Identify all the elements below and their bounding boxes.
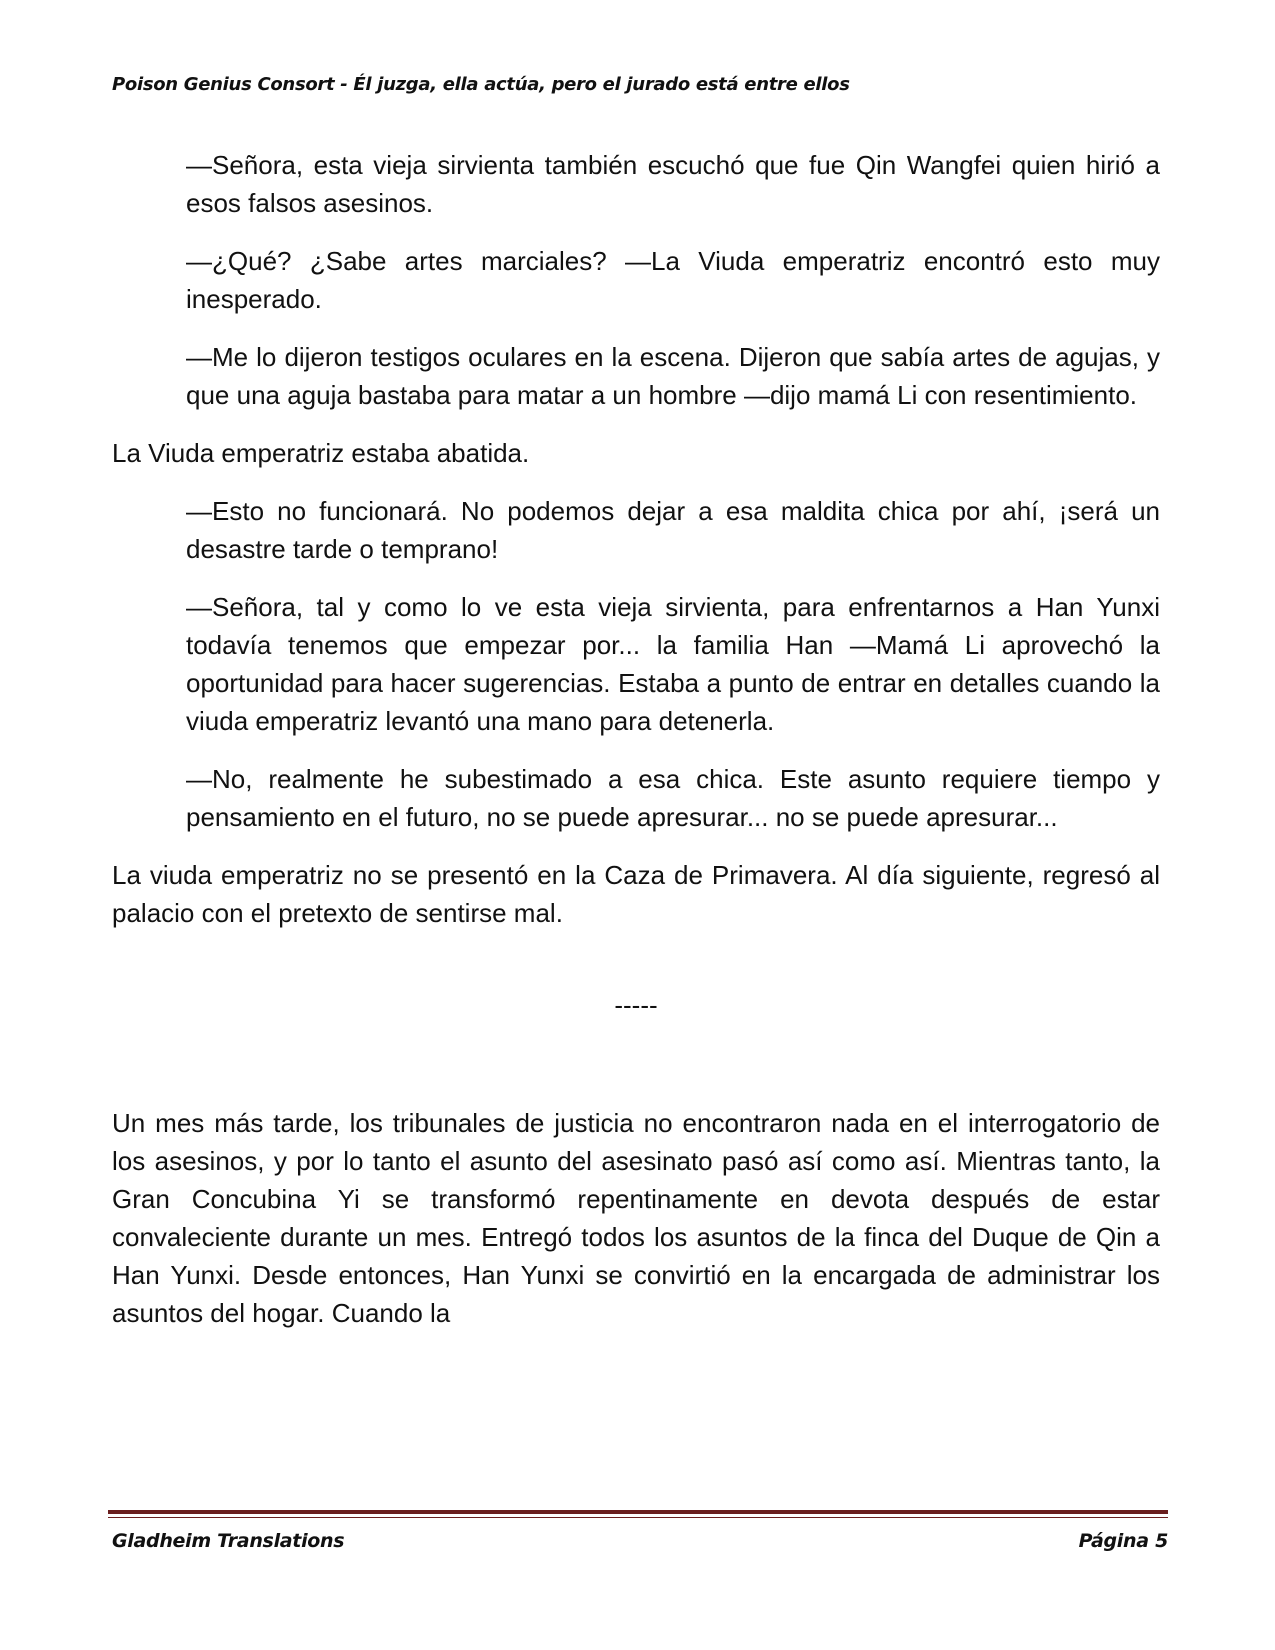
paragraph-2: —¿Qué? ¿Sabe artes marciales? —La Viuda emperatriz encontró esto muy inesperado. [186, 246, 1160, 314]
section-separator: ----- [614, 990, 658, 1020]
page-number: Página 5 [1078, 1530, 1168, 1552]
footer-rule-thin [108, 1517, 1168, 1518]
paragraph-9: Un mes más tarde, los tribunales de justicia no encontraron nada en el interrogatorio de los asesinos, y por lo tanto el asunto del asesinato pasó así como así. Mientras tanto, la Gran Concubina Yi se transformó repentinamente en devota después de estar convaleciente durante un mes. Entregó todos los asuntos de la finca del Duque de Qin a Han Yunxi. Desde entonces, Han Yunxi se convirtió en la encargada de administrar los asuntos del hogar. Cuando la [112, 1108, 1160, 1328]
paragraph-5: —Esto no funcionará. No podemos dejar a esa maldita chica por ahí, ¡será un desastre tarde o temprano! [186, 496, 1160, 564]
document-body [112, 146, 1160, 1352]
paragraph-8: La viuda emperatriz no se presentó en la Caza de Primavera. Al día siguiente, regresó al palacio con el pretexto de sentirse mal. [112, 860, 1160, 928]
page-footer [112, 1530, 1168, 1552]
footer-publisher: Gladheim Translations [112, 1530, 345, 1552]
paragraph-7: —No, realmente he subestimado a esa chica. Este asunto requiere tiempo y pensamiento en el futuro, no se puede apresurar... no se puede apresurar... [186, 764, 1160, 832]
paragraph-6: —Señora, tal y como lo ve esta vieja sirvienta, para enfrentarnos a Han Yunxi todavía tenemos que empezar por... la familia Han —Mamá Li aprovechó la oportunidad para hacer sugerencias. Estaba a punto de entrar en detalles cuando la viuda emperatriz levantó una mano para detenerla. [186, 592, 1160, 736]
paragraph-1: —Señora, esta vieja sirvienta también escuchó que fue Qin Wangfei quien hirió a esos falsos asesinos. [186, 150, 1160, 218]
footer-rule [108, 1510, 1168, 1514]
page-header: Poison Genius Consort - Él juzga, ella actúa, pero el jurado está entre ellos [112, 74, 850, 95]
paragraph-4: La Viuda emperatriz estaba abatida. [112, 438, 530, 468]
paragraph-3: —Me lo dijeron testigos oculares en la escena. Dijeron que sabía artes de agujas, y que una aguja bastaba para matar a un hombre —dijo mamá Li con resentimiento. [186, 342, 1160, 410]
